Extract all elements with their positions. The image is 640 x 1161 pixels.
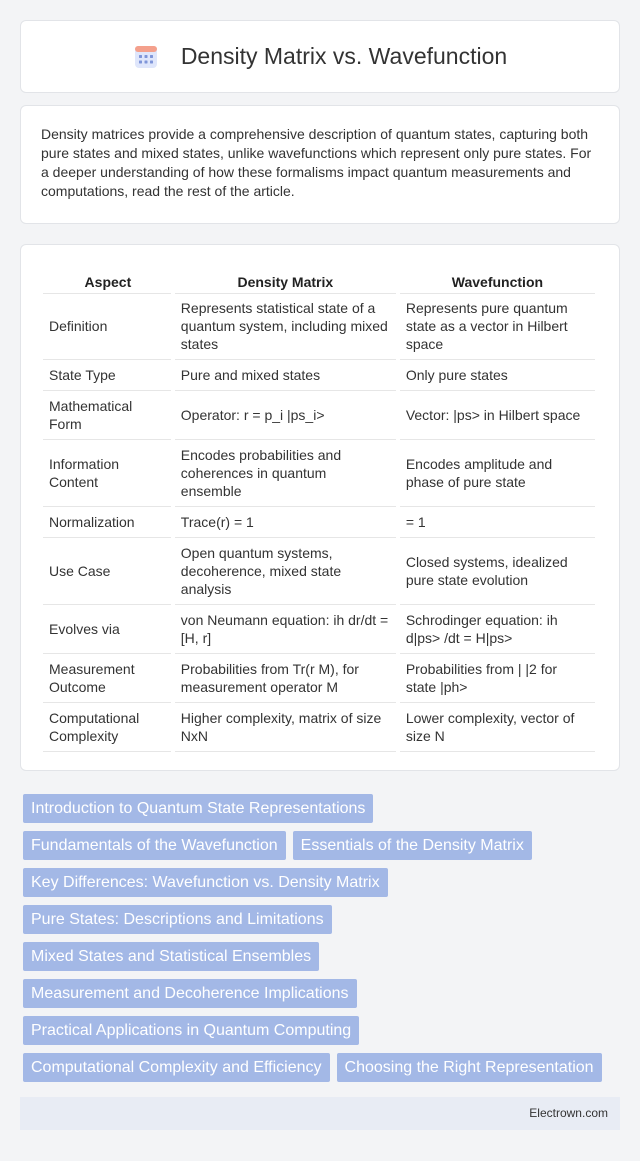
topic-row xyxy=(20,868,620,897)
intro-card xyxy=(20,105,620,224)
cell-density-matrix: Encodes probabilities and coherences in quantum ensemble xyxy=(173,439,398,506)
topic-link[interactable]: Mixed States and Statistical Ensembles xyxy=(23,942,319,971)
cell-wavefunction: Lower complexity, vector of size N xyxy=(398,702,597,751)
cell-aspect: Information Content xyxy=(43,439,173,506)
topic-row xyxy=(20,905,620,934)
cell-density-matrix: Open quantum systems, decoherence, mixed state analysis xyxy=(173,537,398,604)
cell-wavefunction: Vector: |ps> in Hilbert space xyxy=(398,390,597,439)
related-topics xyxy=(20,794,620,1090)
title-card xyxy=(20,20,620,93)
table-row xyxy=(43,702,597,751)
table-row xyxy=(43,604,597,653)
cell-aspect: Evolves via xyxy=(43,604,173,653)
cell-density-matrix: Trace(r) = 1 xyxy=(173,506,398,537)
cell-wavefunction: Encodes amplitude and phase of pure state xyxy=(398,439,597,506)
topic-link[interactable]: Choosing the Right Representation xyxy=(337,1053,602,1082)
cell-wavefunction: Schrodinger equation: ih d|ps> /dt = H|ps> xyxy=(398,604,597,653)
cell-density-matrix: Pure and mixed states xyxy=(173,359,398,390)
topic-link[interactable]: Measurement and Decoherence Implications xyxy=(23,979,357,1008)
page-title: Density Matrix vs. Wavefunction xyxy=(180,43,508,69)
topic-row xyxy=(20,1016,620,1045)
comparison-table xyxy=(43,265,599,752)
cell-aspect: Normalization xyxy=(43,506,173,537)
cell-density-matrix: Operator: r = p_i |ps_i> xyxy=(173,390,398,439)
table-row xyxy=(43,390,597,439)
topic-link[interactable]: Introduction to Quantum State Representations xyxy=(23,794,373,823)
column-header-wavefunction: Wavefunction xyxy=(451,273,544,290)
cell-wavefunction: = 1 xyxy=(398,506,597,537)
cell-density-matrix: Probabilities from Tr(r M), for measurement operator M xyxy=(173,653,398,702)
table-row xyxy=(43,653,597,702)
column-header-density-matrix: Density Matrix xyxy=(237,273,334,290)
cell-wavefunction: Probabilities from | |2 for state |ph> xyxy=(398,653,597,702)
footer-brand: Electrown.com xyxy=(529,1106,608,1120)
column-header-aspect: Aspect xyxy=(84,273,132,290)
cell-aspect: Use Case xyxy=(43,537,173,604)
topic-row xyxy=(20,831,620,860)
comparison-table-card xyxy=(20,244,620,771)
table-row xyxy=(43,537,597,604)
cell-wavefunction: Only pure states xyxy=(398,359,597,390)
topic-row xyxy=(20,794,620,823)
cell-aspect: State Type xyxy=(43,359,173,390)
topic-row xyxy=(20,942,620,971)
cell-aspect: Definition xyxy=(43,293,173,359)
cell-density-matrix: Higher complexity, matrix of size NxN xyxy=(173,702,398,751)
footer xyxy=(20,1097,620,1130)
topic-link[interactable]: Pure States: Descriptions and Limitations xyxy=(23,905,332,934)
cell-aspect: Computational Complexity xyxy=(43,702,173,751)
topic-link[interactable]: Essentials of the Density Matrix xyxy=(293,831,532,860)
table-row xyxy=(43,506,597,537)
intro-text: Density matrices provide a comprehensive description of quantum states, capturing both pure states and mixed states, unlike wavefunctions which represent only pure states. For a deeper understanding of how these formalisms impact quantum measurements and computations, read the rest of the article. xyxy=(41,126,592,199)
topic-link[interactable]: Computational Complexity and Efficiency xyxy=(23,1053,330,1082)
table-row xyxy=(43,439,597,506)
cell-aspect: Measurement Outcome xyxy=(43,653,173,702)
topic-link[interactable]: Fundamentals of the Wavefunction xyxy=(23,831,286,860)
topic-link[interactable]: Key Differences: Wavefunction vs. Density Matrix xyxy=(23,868,388,897)
cell-wavefunction: Closed systems, idealized pure state evolution xyxy=(398,537,597,604)
calculator-grid-icon xyxy=(133,44,159,70)
table-header-row xyxy=(43,265,597,293)
cell-aspect: Mathematical Form xyxy=(43,390,173,439)
topic-row xyxy=(20,1053,620,1082)
table-row xyxy=(43,359,597,390)
cell-wavefunction: Represents pure quantum state as a vector in Hilbert space xyxy=(398,293,597,359)
topic-link[interactable]: Practical Applications in Quantum Computing xyxy=(23,1016,359,1045)
table-row xyxy=(43,293,597,359)
topic-row xyxy=(20,979,620,1008)
cell-density-matrix: Represents statistical state of a quantum system, including mixed states xyxy=(173,293,398,359)
cell-density-matrix: von Neumann equation: ih dr/dt = [H, r] xyxy=(173,604,398,653)
